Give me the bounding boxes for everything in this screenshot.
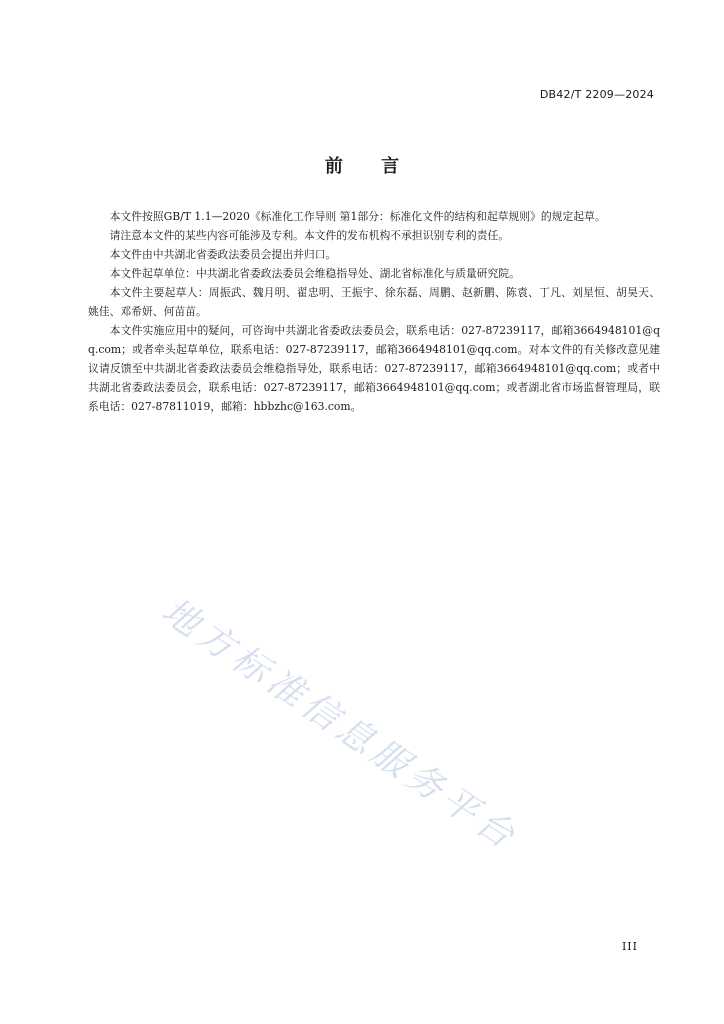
paragraph-drafting-basis: 本文件按照GB/T 1.1—2020《标准化工作导则 第1部分：标准化文件的结构和起草规则》的规定起草。 <box>109 210 606 223</box>
paragraph-drafters: 本文件主要起草人：周振武、魏月明、翟忠明、王振宇、徐东磊、周鹏、赵新鹏、陈袁、丁凡、刘星恒、胡昊天、姚佳、邓希妍、何苗苗。 <box>88 286 660 318</box>
paragraph-contact: 本文件实施应用中的疑问，可咨询中共湖北省委政法委员会，联系电话：027-87239117，邮箱3664948101@qq.com；或者牵头起草单位，联系电话：027-87239117，邮箱3664948101@qq.com。对本文件的有关修改意见建议请反馈至中共湖北省委政法委员会维稳指导处，联系电话：027-87239117，邮箱3664948101@qq.com；或者中共湖北省委政法委员会，联系电话：027-87239117，邮箱3664948101@qq.com；或者湖北省市场监督管理局，联系电话：027-87811019，邮箱：hbbzhc@163.com。 <box>88 324 660 413</box>
foreword-body <box>88 207 660 416</box>
paragraph-patent-notice: 请注意本文件的某些内容可能涉及专利。本文件的发布机构不承担识别专利的责任。 <box>109 229 510 242</box>
watermark-text: 地方标准信息服务平台 <box>154 590 526 860</box>
page-number: III <box>621 940 638 953</box>
paragraph-drafting-units: 本文件起草单位：中共湖北省委政法委员会维稳指导处、湖北省标准化与质量研究院。 <box>109 267 520 280</box>
page-title: 前 言 <box>324 156 416 177</box>
paragraph-proposer: 本文件由中共湖北省委政法委员会提出并归口。 <box>109 248 337 261</box>
document-code: DB42/T 2209—2024 <box>539 88 654 101</box>
